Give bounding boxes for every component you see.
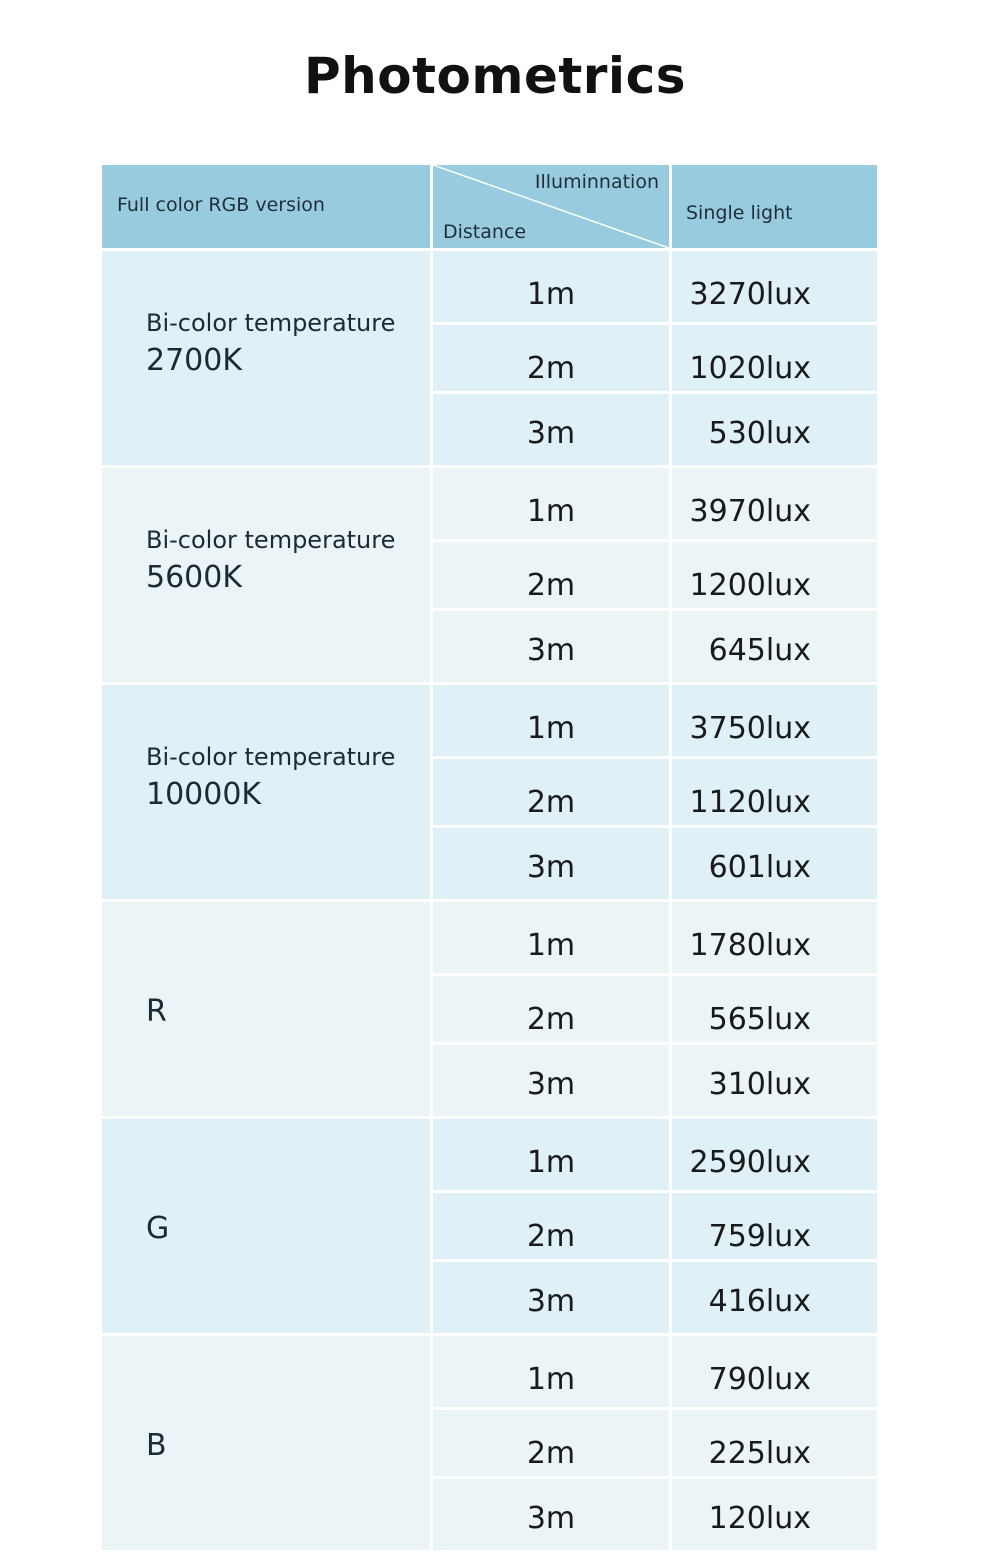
distance-value: 3m xyxy=(526,1501,576,1536)
distance-cell xyxy=(433,828,669,899)
group-label-cell xyxy=(102,1119,430,1333)
lux-cell xyxy=(672,325,877,391)
lux-cell xyxy=(672,1336,877,1407)
lux-cell xyxy=(672,468,877,539)
photometrics-table xyxy=(102,165,877,1549)
distance-cell xyxy=(433,1479,669,1550)
group-value: 10000K xyxy=(146,777,262,812)
lux-value: 1020lux xyxy=(689,351,811,386)
lux-cell xyxy=(672,394,877,465)
distance-value: 1m xyxy=(526,1362,576,1397)
group-label-cell xyxy=(102,468,430,682)
distance-value: 1m xyxy=(526,494,576,529)
group-label-cell xyxy=(102,902,430,1116)
page-title: Photometrics xyxy=(304,47,686,105)
lux-value: 1780lux xyxy=(689,928,811,963)
distance-value: 3m xyxy=(526,1067,576,1102)
distance-value: 1m xyxy=(526,277,576,312)
distance-value: 2m xyxy=(526,1219,576,1254)
distance-value: 3m xyxy=(526,633,576,668)
lux-value: 225lux xyxy=(708,1436,811,1471)
distance-cell xyxy=(433,611,669,682)
distance-value: 2m xyxy=(526,1436,576,1471)
lux-value: 120lux xyxy=(708,1501,811,1536)
group-value: 2700K xyxy=(146,343,243,378)
lux-value: 790lux xyxy=(708,1362,811,1397)
lux-cell xyxy=(672,759,877,825)
lux-value: 3750lux xyxy=(689,711,811,746)
group-label: Bi-color temperature xyxy=(146,743,396,771)
lux-value: 1120lux xyxy=(689,785,811,820)
distance-value: 3m xyxy=(526,850,576,885)
distance-cell xyxy=(433,251,669,322)
distance-cell xyxy=(433,1119,669,1190)
lux-cell xyxy=(672,1193,877,1259)
distance-cell xyxy=(433,394,669,465)
header-illumination: Illuminnation xyxy=(534,171,659,193)
group-value: 5600K xyxy=(146,560,243,595)
distance-value: 2m xyxy=(526,1002,576,1037)
lux-value: 2590lux xyxy=(689,1145,811,1180)
group-label-cell xyxy=(102,251,430,465)
lux-value: 530lux xyxy=(708,416,811,451)
lux-value: 759lux xyxy=(708,1219,811,1254)
lux-cell xyxy=(672,1262,877,1333)
distance-value: 2m xyxy=(526,785,576,820)
group-value: R xyxy=(146,994,167,1029)
distance-cell xyxy=(433,759,669,825)
group-value: B xyxy=(146,1428,167,1463)
lux-value: 565lux xyxy=(708,1002,811,1037)
distance-value: 2m xyxy=(526,351,576,386)
lux-value: 310lux xyxy=(708,1067,811,1102)
lux-value: 416lux xyxy=(708,1284,811,1319)
distance-cell xyxy=(433,325,669,391)
lux-cell xyxy=(672,828,877,899)
group-label-cell xyxy=(102,1336,430,1550)
lux-value: 1200lux xyxy=(689,568,811,603)
lux-cell xyxy=(672,685,877,756)
lux-cell xyxy=(672,611,877,682)
lux-cell xyxy=(672,1045,877,1116)
distance-value: 3m xyxy=(526,416,576,451)
distance-cell xyxy=(433,1045,669,1116)
distance-cell xyxy=(433,542,669,608)
distance-value: 3m xyxy=(526,1284,576,1319)
distance-cell xyxy=(433,902,669,973)
lux-cell xyxy=(672,251,877,322)
group-value: G xyxy=(146,1211,170,1246)
lux-cell xyxy=(672,902,877,973)
header-corner xyxy=(102,165,430,248)
lux-value: 3270lux xyxy=(689,277,811,312)
lux-cell xyxy=(672,542,877,608)
distance-value: 2m xyxy=(526,568,576,603)
group-label: Bi-color temperature xyxy=(146,526,396,554)
group-label: Bi-color temperature xyxy=(146,309,396,337)
distance-cell xyxy=(433,1193,669,1259)
distance-value: 1m xyxy=(526,928,576,963)
lux-value: 601lux xyxy=(708,850,811,885)
lux-value: 3970lux xyxy=(689,494,811,529)
header-diagonal-cell xyxy=(433,165,669,248)
distance-cell xyxy=(433,1336,669,1407)
distance-cell xyxy=(433,976,669,1042)
lux-cell xyxy=(672,976,877,1042)
distance-value: 1m xyxy=(526,711,576,746)
distance-cell xyxy=(433,1262,669,1333)
lux-cell xyxy=(672,1119,877,1190)
distance-cell xyxy=(433,468,669,539)
lux-cell xyxy=(672,1410,877,1476)
header-single-light xyxy=(672,165,877,248)
lux-cell xyxy=(672,1479,877,1550)
lux-value: 645lux xyxy=(708,633,811,668)
distance-cell xyxy=(433,685,669,756)
distance-cell xyxy=(433,1410,669,1476)
header-single-light-label: Single light xyxy=(686,202,793,224)
header-corner-label: Full color RGB version xyxy=(117,194,325,216)
group-label-cell xyxy=(102,685,430,899)
distance-value: 1m xyxy=(526,1145,576,1180)
header-distance: Distance xyxy=(443,221,527,243)
